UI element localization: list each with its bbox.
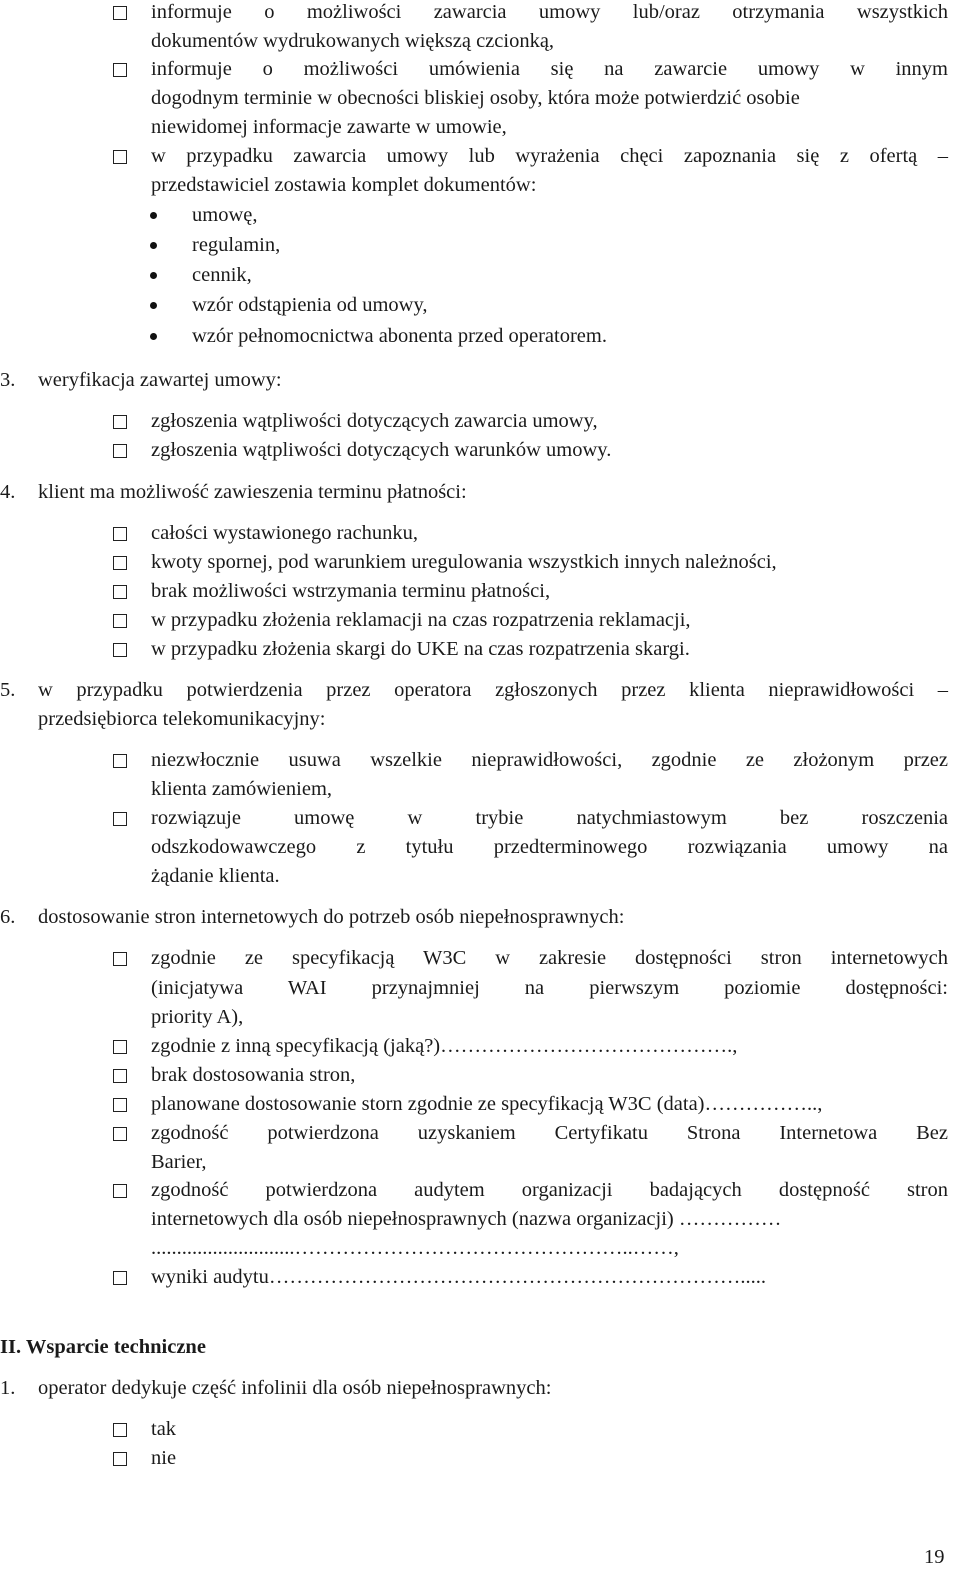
item-number: 3. xyxy=(0,369,16,391)
bullet-icon xyxy=(150,333,157,340)
checkbox-icon[interactable] xyxy=(113,1098,127,1112)
list-item: regulamin, xyxy=(192,234,281,256)
checkbox-icon[interactable] xyxy=(113,150,127,164)
checkbox-icon[interactable] xyxy=(113,754,127,768)
bullet-icon xyxy=(150,242,157,249)
option-text: w przypadku złożenia reklamacji na czas rozpatrzenia reklamacji, xyxy=(151,609,691,631)
page-number: 19 xyxy=(924,1546,945,1568)
option-text: kwoty spornej, pod warunkiem uregulowania wszystkich innych należności, xyxy=(151,551,777,573)
list-item: cennik, xyxy=(192,264,252,286)
section-heading: II. Wsparcie techniczne xyxy=(0,1336,206,1358)
option-text: zgodnie z inną specyfikacją (jaką?)……………………………………., xyxy=(151,1035,738,1057)
option-text: (inicjatywa WAI przynajmniej na pierwszym poziomie dostępności: xyxy=(151,977,948,999)
option-text: dokumentów wydrukowanych większą czcionką, xyxy=(151,30,555,52)
bullet-icon xyxy=(150,272,157,279)
checkbox-icon[interactable] xyxy=(113,63,127,77)
list-item: wzór pełnomocnictwa abonenta przed operatorem. xyxy=(192,325,607,347)
item-title: weryfikacja zawartej umowy: xyxy=(38,369,282,391)
option-text: klienta zamówieniem, xyxy=(151,778,333,800)
checkbox-icon[interactable] xyxy=(113,643,127,657)
option-text: zgodność potwierdzona audytem organizacji badających dostępność stron xyxy=(151,1179,948,1201)
checkbox-icon[interactable] xyxy=(113,1271,127,1285)
option-text: informuje o możliwości zawarcia umowy lub/oraz otrzymania wszystkich xyxy=(151,1,948,23)
checkbox-icon[interactable] xyxy=(113,812,127,826)
checkbox-icon[interactable] xyxy=(113,527,127,541)
option-text: informuje o możliwości umówienia się na zawarcie umowy w innym xyxy=(151,58,948,80)
option-text: w przypadku zawarcia umowy lub wyrażenia chęci zapoznania się z ofertą – xyxy=(151,145,948,167)
option-text: w przypadku złożenia skargi do UKE na czas rozpatrzenia skargi. xyxy=(151,638,690,660)
option-text: dogodnym terminie w obecności bliskiej osoby, która może potwierdzić osobie xyxy=(151,87,800,109)
checkbox-icon[interactable] xyxy=(113,585,127,599)
checkbox-icon[interactable] xyxy=(113,415,127,429)
checkbox-icon[interactable] xyxy=(113,1069,127,1083)
list-item: umowę, xyxy=(192,204,258,226)
checkbox-icon[interactable] xyxy=(113,1452,127,1466)
option-text: planowane dostosowanie storn zgodnie ze specyfikacją W3C (data)…………….., xyxy=(151,1093,823,1115)
option-text: brak dostosowania stron, xyxy=(151,1064,356,1086)
item-number: 4. xyxy=(0,481,16,503)
bullet-icon xyxy=(150,212,157,219)
option-text: internetowych dla osób niepełnosprawnych (nazwa organizacji) …………… xyxy=(151,1208,782,1230)
option-text: zgłoszenia wątpliwości dotyczących zawarcia umowy, xyxy=(151,410,598,432)
item-title: klient ma możliwość zawieszenia terminu płatności: xyxy=(38,481,467,503)
checkbox-icon[interactable] xyxy=(113,1423,127,1437)
option-text: przedstawiciel zostawia komplet dokumentów: xyxy=(151,174,537,196)
checkbox-icon[interactable] xyxy=(113,614,127,628)
item-title: dostosowanie stron internetowych do potrzeb osób niepełnosprawnych: xyxy=(38,906,625,928)
option-text: całości wystawionego rachunku, xyxy=(151,522,418,544)
option-text: niezwłocznie usuwa wszelkie nieprawidłowości, zgodnie ze złożonym przez xyxy=(151,749,948,771)
option-text: brak możliwości wstrzymania terminu płatności, xyxy=(151,580,551,602)
item-title: przedsiębiorca telekomunikacyjny: xyxy=(38,708,326,730)
item-title: w przypadku potwierdzenia przez operatora zgłoszonych przez klienta nieprawidłowości – xyxy=(38,679,948,701)
option-text: niewidomej informacje zawarte w umowie, xyxy=(151,116,507,138)
option-text: zgodnie ze specyfikacją W3C w zakresie dostępności stron internetowych xyxy=(151,947,948,969)
item-number: 6. xyxy=(0,906,16,928)
option-text: Barier, xyxy=(151,1151,207,1173)
item-title: operator dedykuje część infolinii dla osób niepełnosprawnych: xyxy=(38,1377,552,1399)
option-text: odszkodowawczego z tytułu przedterminowego rozwiązania umowy na xyxy=(151,836,948,858)
option-text: żądanie klienta. xyxy=(151,865,280,887)
option-text: nie xyxy=(151,1447,177,1469)
list-item: wzór odstąpienia od umowy, xyxy=(192,294,428,316)
checkbox-icon[interactable] xyxy=(113,556,127,570)
option-text: ............................…………………………………………..……, xyxy=(151,1237,679,1259)
checkbox-icon[interactable] xyxy=(113,1040,127,1054)
checkbox-icon[interactable] xyxy=(113,1127,127,1141)
option-text: zgłoszenia wątpliwości dotyczących warunków umowy. xyxy=(151,439,612,461)
option-text: tak xyxy=(151,1418,177,1440)
bullet-icon xyxy=(150,302,157,309)
item-number: 5. xyxy=(0,679,16,701)
checkbox-icon[interactable] xyxy=(113,1184,127,1198)
option-text: priority A), xyxy=(151,1006,244,1028)
checkbox-icon[interactable] xyxy=(113,6,127,20)
option-text: rozwiązuje umowę w trybie natychmiastowym bez roszczenia xyxy=(151,807,948,829)
option-text: zgodność potwierdzona uzyskaniem Certyfikatu Strona Internetowa Bez xyxy=(151,1122,948,1144)
option-text: wyniki audytu……………………………………………………………..... xyxy=(151,1266,766,1288)
checkbox-icon[interactable] xyxy=(113,952,127,966)
item-number: 1. xyxy=(0,1377,16,1399)
checkbox-icon[interactable] xyxy=(113,444,127,458)
